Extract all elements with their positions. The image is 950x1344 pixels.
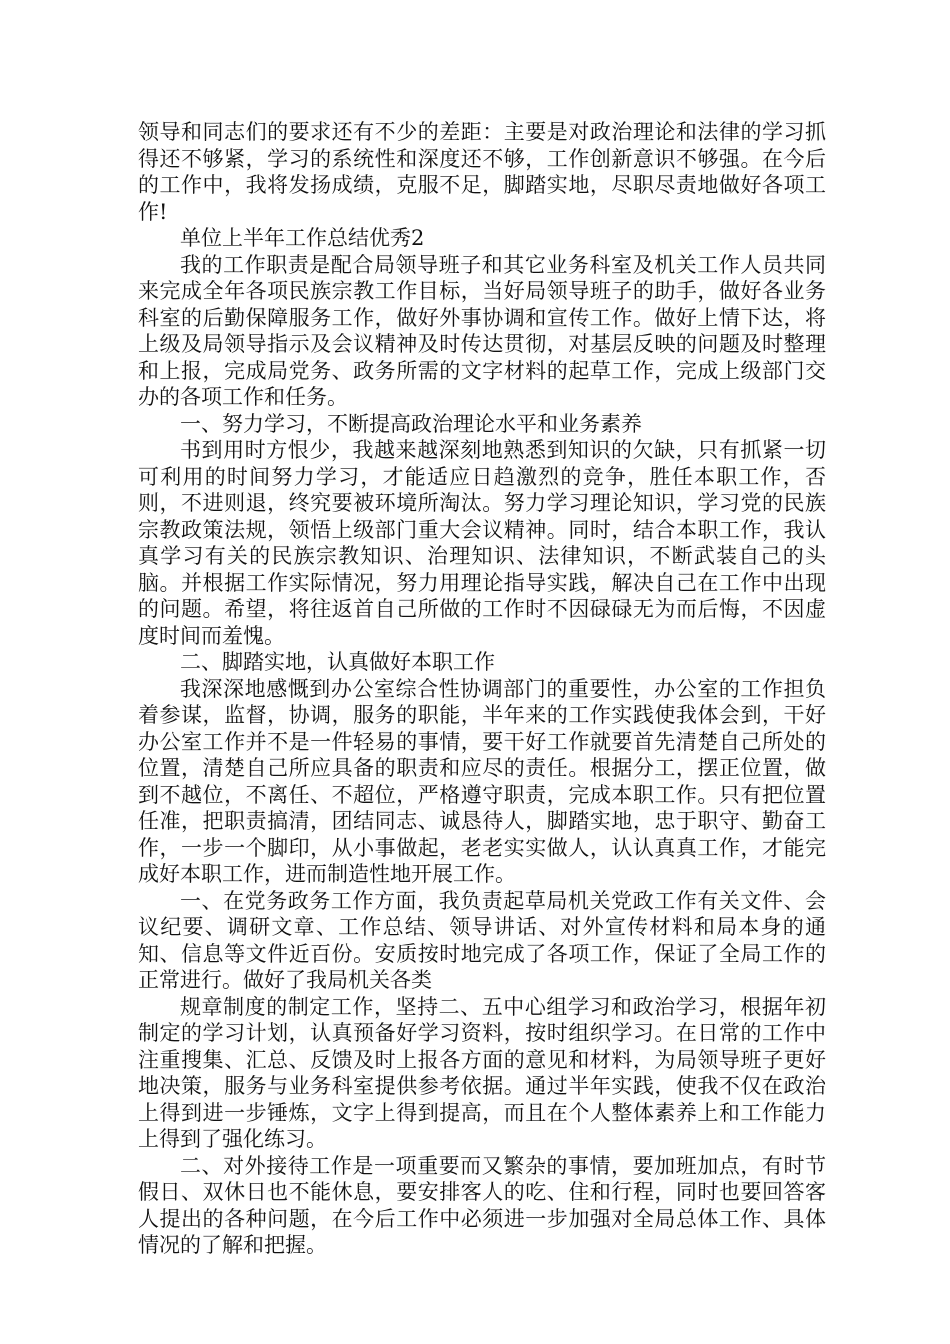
paragraph-work: 我深深地感慨到办公室综合性协调部门的重要性，办公室的工作担负着参谋，监督，协调，服务的职能，半年来的工作实践使我体会到，干好办公室工作并不是一件轻易的事情，要干好工作就要首先清楚自己所处的位置，清楚自己所应具备的职责和应尽的责任。根据分工，摆正位置，做到不越位，不离任、不超位，严格遵守职责，完成本职工作。只有把位置任准，把职责搞清，团结同志、诚恳待人，脚踏实地，忠于职守、勤奋工作，一步一个脚印，从小事做起，老老实实做人，认认真真工作，才能完成好本职工作，进而制造性地开展工作。 — [138, 676, 826, 886]
paragraph-study: 书到用时方恨少，我越来越深刻地熟悉到知识的欠缺，只有抓紧一切可利用的时间努力学习，才能适应日趋激烈的竞争，胜任本职工作，否则，不进则退，终究要被环境所淘汰。努力学习理论知识，学习党的民族宗教政策法规，领悟上级部门重大会议精神。同时，结合本职工作，我认真学习有关的民族宗教知识、治理知识、法律知识，不断武装自己的头脑。并根据工作实际情况，努力用理论指导实践，解决自己在工作中出现的问题。希望，将往返首自己所做的工作时不因碌碌无为而后悔，不因虚度时间而羞愧。 — [138, 438, 826, 648]
heading-work: 二、脚踏实地，认真做好本职工作 — [180, 650, 495, 674]
heading-study: 一、努力学习，不断提高政治理论水平和业务素养 — [180, 411, 642, 436]
paragraph-intro: 领导和同志们的要求还有不少的差距：主要是对政治理论和法律的学习抓得还不够紧，学习的系统性和深度还不够，工作创新意识不够强。在今后的工作中，我将发扬成绩，克服不足，脚踏实地，尽职尽责地做好各项工作! — [138, 120, 826, 224]
paragraph-reception: 二、对外接待工作是一项重要而又繁杂的事情，要加班加点，有时节假日、双休日也不能休息，要安排客人的吃、住和行程，同时也要回答客人提出的各种问题，在今后工作中必须进一步加强对全局总体工作、具体情况的了解和把握。 — [138, 1153, 826, 1257]
paragraph-duties: 我的工作职责是配合局领导班子和其它业务科室及机关工作人员共同来完成全年各项民族宗教工作目标，当好局领导班子的助手，做好各业务科室的后勤保障服务工作，做好外事协调和宣传工作。做好上情下达，将上级及局领导指示及会议精神及时传达贯彻，对基层反映的问题及时整理和上报，完成局党务、政务所需的文字材料的起草工作，完成上级部门交办的各项工作和任务。 — [138, 252, 826, 409]
paragraph-party-affairs: 一、在党务政务工作方面，我负责起草局机关党政工作有关文件、会议纪要、调研文章、工作总结、领导讲话、对外宣传材料和局本身的通知、信息等文件近百份。安质按时地完成了各项工作，保证了全局工作的正常进行。做好了我局机关各类 — [138, 888, 826, 992]
document-body — [138, 119, 826, 1259]
section-title: 单位上半年工作总结优秀2 — [180, 226, 425, 250]
paragraph-regulations: 规章制度的制定工作，坚持二、五中心组学习和政治学习，根据年初制定的学习计划，认真预备好学习资料，按时组织学习。在日常的工作中注重搜集、汇总、反馈及时上报各方面的意见和材料，为局领导班子更好地决策，服务与业务科室提供参考依据。通过半年实践，使我不仅在政治上得到进一步锤炼，文字上得到提高，而且在个人整体素养上和工作能力上得到了强化练习。 — [138, 994, 826, 1151]
